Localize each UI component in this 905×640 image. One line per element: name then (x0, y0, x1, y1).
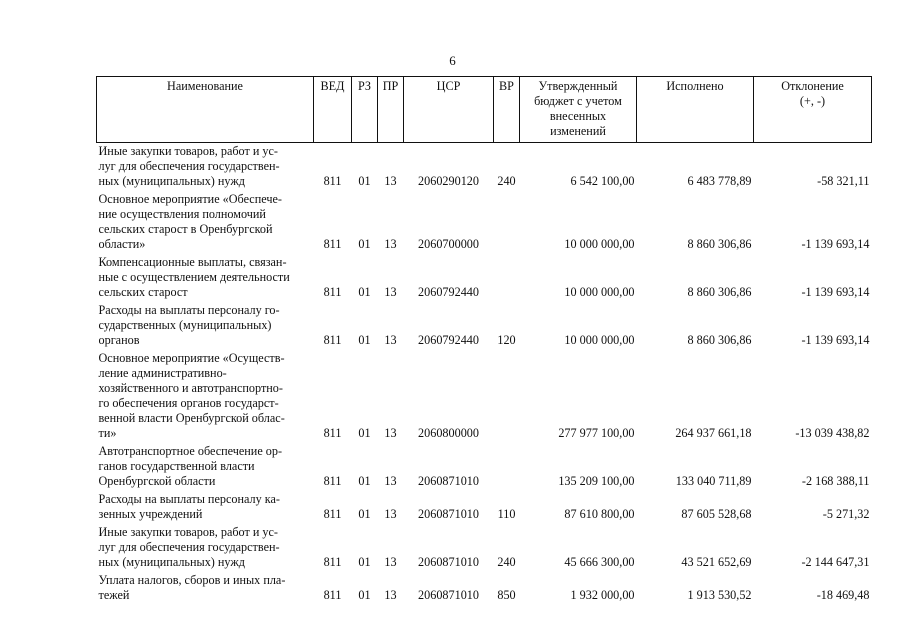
row-approved: 10 000 000,00 (564, 237, 635, 251)
row-pr: 13 (384, 555, 397, 569)
row-name-line: ганов государственной власти (98, 459, 255, 473)
row-name (97, 491, 314, 524)
row-approved: 6 542 100,00 (570, 174, 635, 188)
row-ved: 811 (323, 237, 342, 251)
table-row (97, 572, 872, 605)
row-vr (494, 191, 520, 254)
header-csr: ЦСР (404, 77, 494, 143)
table-row (97, 191, 872, 254)
header-deviation (754, 77, 872, 143)
row-executed: 1 913 530,52 (687, 588, 752, 602)
row-name-line: венной власти Оренбургской облас- (98, 411, 285, 425)
row-executed: 8 860 306,86 (687, 333, 752, 347)
row-pr: 13 (384, 285, 397, 299)
row-rz: 01 (358, 285, 371, 299)
row-ved: 811 (323, 426, 342, 440)
row-name-line: зенных учреждений (98, 507, 203, 521)
row-name-line: сельских старост (98, 285, 188, 299)
header-name: Наименование (97, 77, 314, 143)
row-name-line: ние осуществления полномочий (98, 207, 266, 221)
header-deviation-line: Отклонение (781, 79, 844, 93)
row-name-line: Основное мероприятие «Осуществ- (98, 351, 285, 365)
row-name-line: хозяйственного и автотранспортно- (98, 381, 283, 395)
row-name-line: Оренбургской области (98, 474, 216, 488)
row-pr: 13 (384, 588, 397, 602)
row-csr: 2060871010 (418, 588, 479, 602)
row-approved: 45 666 300,00 (564, 555, 635, 569)
row-rz: 01 (358, 474, 371, 488)
row-deviation: -1 139 693,14 (801, 333, 870, 347)
row-executed: 264 937 661,18 (675, 426, 752, 440)
budget-table (96, 76, 872, 605)
row-vr: 850 (497, 588, 516, 602)
row-ved: 811 (323, 174, 342, 188)
row-name-line: ных (муниципальных) нужд (98, 174, 245, 188)
header-deviation-line: (+, -) (799, 94, 826, 108)
row-ved: 811 (323, 507, 342, 521)
row-deviation: -1 139 693,14 (801, 285, 870, 299)
row-approved: 277 977 100,00 (558, 426, 635, 440)
row-name (97, 191, 314, 254)
row-approved: 10 000 000,00 (564, 285, 635, 299)
row-vr: 110 (497, 507, 516, 521)
table-row (97, 143, 872, 192)
row-name (97, 302, 314, 350)
row-name (97, 254, 314, 302)
row-csr: 2060871010 (418, 474, 479, 488)
row-rz: 01 (358, 426, 371, 440)
row-csr: 2060792440 (418, 285, 479, 299)
row-ved: 811 (323, 588, 342, 602)
row-vr: 240 (497, 174, 516, 188)
table-row (97, 491, 872, 524)
row-rz: 01 (358, 588, 371, 602)
row-vr (494, 254, 520, 302)
row-pr: 13 (384, 237, 397, 251)
row-rz: 01 (358, 555, 371, 569)
row-csr: 2060871010 (418, 507, 479, 521)
row-name-line: ление административно- (98, 366, 227, 380)
row-deviation: -13 039 438,82 (795, 426, 870, 440)
table-row (97, 524, 872, 572)
header-approved-line: изменений (550, 124, 606, 138)
row-ved: 811 (323, 555, 342, 569)
header-approved-line: Утвержденный (538, 79, 618, 93)
table-row (97, 302, 872, 350)
row-approved: 87 610 800,00 (564, 507, 635, 521)
row-pr: 13 (384, 474, 397, 488)
row-executed: 8 860 306,86 (687, 285, 752, 299)
row-deviation: -5 271,32 (822, 507, 870, 521)
row-ved: 811 (323, 333, 342, 347)
header-approved-line: бюджет с учетом (534, 94, 622, 108)
row-pr: 13 (384, 333, 397, 347)
table-row (97, 443, 872, 491)
row-csr: 2060871010 (418, 555, 479, 569)
row-name (97, 443, 314, 491)
row-name-line: Уплата налогов, сборов и иных пла- (98, 573, 286, 587)
row-name-line: Расходы на выплаты персоналу ка- (98, 492, 280, 506)
row-name (97, 350, 314, 443)
row-name-line: Иные закупки товаров, работ и ус- (98, 525, 278, 539)
row-name-line: Расходы на выплаты персоналу го- (98, 303, 280, 317)
row-approved: 10 000 000,00 (564, 333, 635, 347)
row-name-line: луг для обеспечения государствен- (98, 540, 280, 554)
row-name-line: тежей (98, 588, 130, 602)
row-deviation: -18 469,48 (816, 588, 870, 602)
row-deviation: -2 144 647,31 (801, 555, 870, 569)
row-name (97, 524, 314, 572)
header-executed: Исполнено (637, 77, 754, 143)
row-name (97, 143, 314, 192)
row-approved: 1 932 000,00 (570, 588, 635, 602)
row-csr: 2060290120 (418, 174, 479, 188)
header-pr: ПР (378, 77, 404, 143)
row-name-line: ти» (98, 426, 117, 440)
row-name-line: сударственных (муниципальных) (98, 318, 272, 332)
header-approved-line: внесенных (549, 109, 607, 123)
row-name-line: сельских старост в Оренбургской (98, 222, 273, 236)
row-deviation: -58 321,11 (817, 174, 870, 188)
row-executed: 87 605 528,68 (681, 507, 752, 521)
table-row (97, 350, 872, 443)
row-csr: 2060700000 (418, 237, 479, 251)
row-name-line: органов (98, 333, 140, 347)
page-number: 6 (449, 53, 456, 68)
table-row (97, 254, 872, 302)
row-executed: 43 521 652,69 (681, 555, 752, 569)
row-rz: 01 (358, 174, 371, 188)
header-rz: РЗ (352, 77, 378, 143)
row-rz: 01 (358, 507, 371, 521)
header-ved: ВЕД (314, 77, 352, 143)
row-pr: 13 (384, 426, 397, 440)
header-approved (520, 77, 637, 143)
row-name-line: Автотранспортное обеспечение ор- (98, 444, 283, 458)
row-name-line: го обеспечения органов государст- (98, 396, 279, 410)
table-body (97, 143, 872, 606)
row-name (97, 572, 314, 605)
row-vr (494, 350, 520, 443)
row-deviation: -1 139 693,14 (801, 237, 870, 251)
row-name-line: ные с осуществлением деятельности (98, 270, 290, 284)
row-pr: 13 (384, 174, 397, 188)
row-rz: 01 (358, 237, 371, 251)
row-csr: 2060792440 (418, 333, 479, 347)
row-vr: 120 (497, 333, 516, 347)
row-csr: 2060800000 (418, 426, 479, 440)
table-header (97, 77, 872, 143)
row-ved: 811 (323, 285, 342, 299)
header-vr: ВР (494, 77, 520, 143)
row-name-line: Компенсационные выплаты, связан- (98, 255, 287, 269)
row-pr: 13 (384, 507, 397, 521)
row-name-line: луг для обеспечения государствен- (98, 159, 280, 173)
row-name-line: Иные закупки товаров, работ и ус- (98, 144, 278, 158)
row-vr: 240 (497, 555, 516, 569)
row-name-line: области» (98, 237, 146, 251)
row-approved: 135 209 100,00 (558, 474, 635, 488)
row-name-line: ных (муниципальных) нужд (98, 555, 245, 569)
row-deviation: -2 168 388,11 (801, 474, 870, 488)
row-executed: 6 483 778,89 (687, 174, 752, 188)
row-vr (494, 443, 520, 491)
row-executed: 8 860 306,86 (687, 237, 752, 251)
row-rz: 01 (358, 333, 371, 347)
row-name-line: Основное мероприятие «Обеспече- (98, 192, 282, 206)
row-executed: 133 040 711,89 (675, 474, 752, 488)
row-ved: 811 (323, 474, 342, 488)
